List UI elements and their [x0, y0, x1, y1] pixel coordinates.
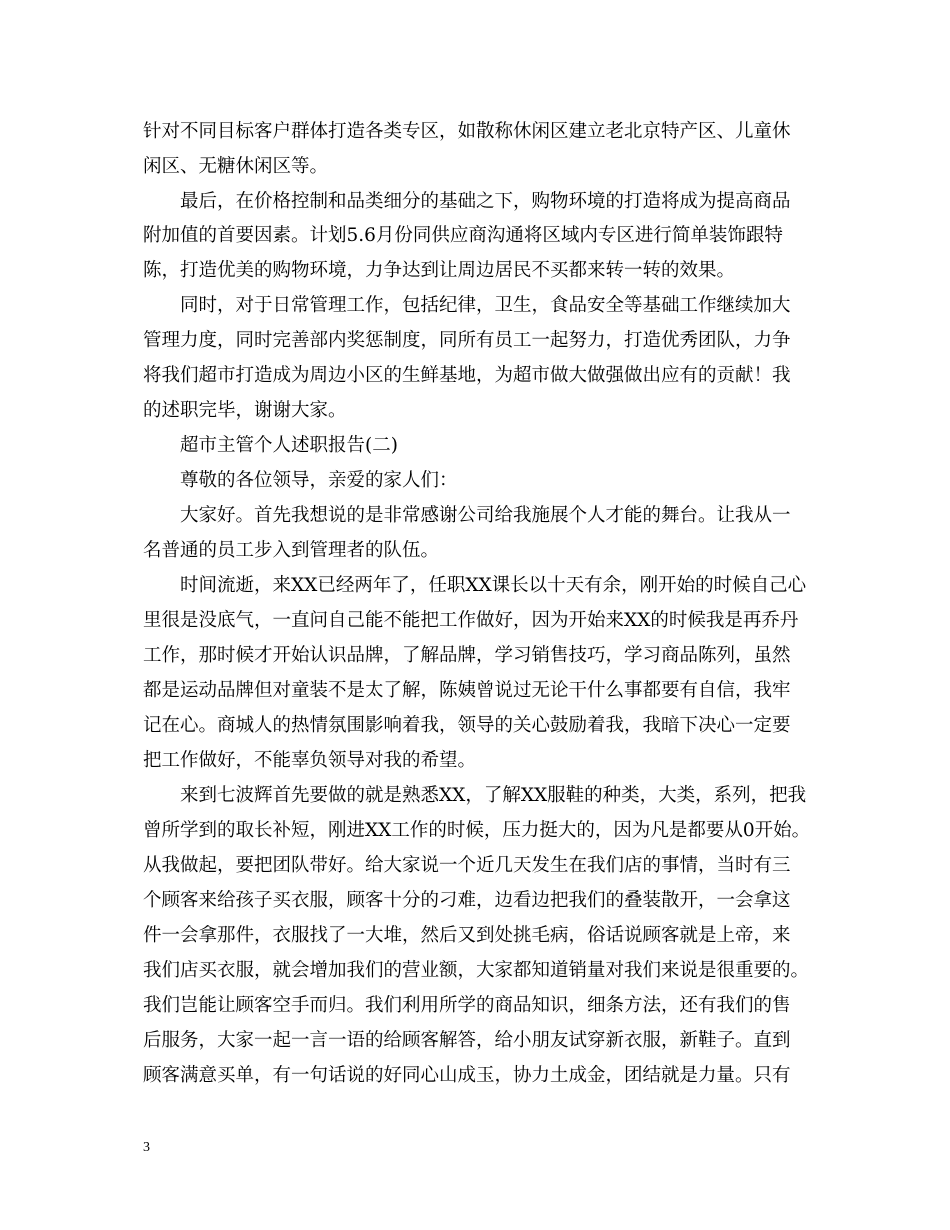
- text-line: 里很是没底气，一直问自己能不能把工作做好，因为开始来XX的时候我是再乔丹: [143, 610, 799, 631]
- text-line: 同时，对于日常管理工作，包括纪律，卫生，食品安全等基础工作继续加大: [180, 295, 791, 316]
- text-line: 附加值的首要因素。计划5.6月份同供应商沟通将区域内专区进行简单装饰跟特: [143, 225, 783, 246]
- text-line: 工作，那时候才开始认识品牌，了解品牌，学习销售技巧，学习商品陈列，虽然: [143, 645, 791, 666]
- text-line: 从我做起，要把团队带好。给大家说一个近几天发生在我们店的事情，当时有三: [143, 855, 791, 876]
- text-line: 个顾客来给孩子买衣服，顾客十分的刁难，边看边把我们的叠装散开，一会拿这: [143, 890, 791, 911]
- text-line: 大家好。首先我想说的是非常感谢公司给我施展个人才能的舞台。让我从一: [180, 505, 791, 526]
- text-line: 最后，在价格控制和品类细分的基础之下，购物环境的打造将成为提高商品: [180, 191, 791, 212]
- text-line: 都是运动品牌但对童装不是太了解，陈姨曾说过无论干什么事都要有自信，我牢: [143, 680, 791, 701]
- text-line: 我们岂能让顾客空手而归。我们利用所学的商品知识，细条方法，还有我们的售: [143, 995, 791, 1016]
- text-line: 顾客满意买单，有一句话说的好同心山成玉，协力土成金，团结就是力量。只有: [143, 1065, 791, 1086]
- page-number: 3: [143, 1140, 150, 1155]
- text-line: 时间流逝，来XX已经两年了，任职XX课长以十天有余，刚开始的时候自己心: [180, 575, 807, 596]
- text-line: 的述职完毕，谢谢大家。: [143, 400, 347, 421]
- text-line: 针对不同目标客户群体打造各类专区，如散称休闲区建立老北京特产区、儿童休: [143, 121, 791, 142]
- text-line: 来到七波辉首先要做的就是熟悉XX，了解XX服鞋的种类，大类，系列，把我: [180, 785, 807, 806]
- text-line: 陈，打造优美的购物环境，力争达到让周边居民不买都来转一转的效果。: [143, 260, 736, 281]
- salutation: 尊敬的各位领导，亲爱的家人们：: [180, 470, 458, 491]
- text-line: 把工作做好，不能辜负领导对我的希望。: [143, 750, 477, 771]
- text-line: 管理力度，同时完善部内奖惩制度，同所有员工一起努力，打造优秀团队，力争: [143, 330, 791, 351]
- text-line: 记在心。商城人的热情氛围影响着我，领导的关心鼓励着我，我暗下决心一定要: [143, 715, 791, 736]
- section-heading: 超市主管个人述职报告(二): [180, 435, 398, 456]
- text-line: 曾所学到的取长补短，刚进XX工作的时候，压力挺大的，因为凡是都要从0开始。: [143, 820, 811, 841]
- text-line: 名普通的员工步入到管理者的队伍。: [143, 540, 440, 561]
- text-line: 将我们超市打造成为周边小区的生鲜基地，为超市做大做强做出应有的贡献！我: [143, 365, 791, 386]
- text-line: 闲区、无糖休闲区等。: [143, 156, 329, 177]
- text-line: 件一会拿那件，衣服找了一大堆，然后又到处挑毛病，俗话说顾客就是上帝，来: [143, 925, 791, 946]
- text-line: 后服务，大家一起一言一语的给顾客解答，给小朋友试穿新衣服，新鞋子。直到: [143, 1030, 791, 1051]
- text-line: 我们店买衣服，就会增加我们的营业额，大家都知道销量对我们来说是很重要的。: [143, 960, 810, 981]
